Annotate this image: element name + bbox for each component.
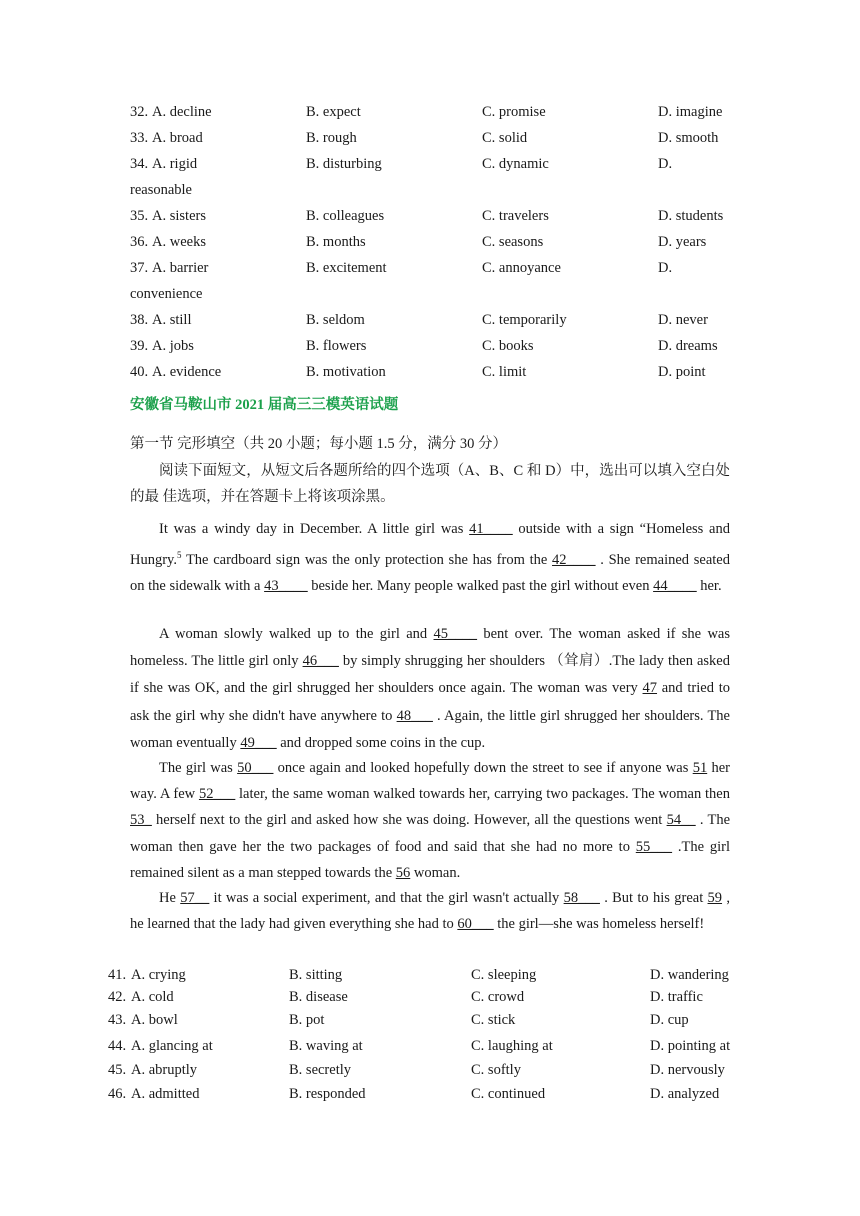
option-b: B. excitement	[306, 260, 387, 276]
option-a: A. broad	[152, 130, 203, 146]
option-a: A. bowl	[131, 1012, 178, 1028]
option-d-wrap: reasonable	[130, 182, 192, 198]
option-row	[0, 156, 860, 178]
option-row	[0, 1086, 860, 1108]
option-d: D. dreams	[658, 338, 718, 354]
option-b: B. colleagues	[306, 208, 385, 224]
option-b: B. rough	[306, 130, 357, 146]
option-b: B. disturbing	[306, 156, 382, 172]
option-row	[0, 364, 860, 386]
question-number: 42.	[108, 989, 127, 1005]
option-c: C. travelers	[482, 208, 549, 224]
question-number: 39.	[130, 338, 149, 354]
blank-41: 41____	[469, 521, 513, 537]
option-d: D. years	[658, 234, 707, 250]
option-c: C. books	[482, 338, 534, 354]
blank-59: 59	[707, 890, 723, 906]
option-d: D. analyzed	[650, 1086, 720, 1102]
question-number: 40.	[130, 364, 149, 380]
option-d-wrap: convenience	[130, 286, 203, 302]
option-d: D. cup	[650, 1012, 689, 1028]
option-a: A. abruptly	[131, 1062, 198, 1078]
option-c: C. stick	[471, 1012, 516, 1028]
blank-49: 49___	[240, 734, 277, 751]
question-number: 41.	[108, 967, 127, 983]
option-a: A. evidence	[152, 364, 222, 380]
option-b: B. flowers	[306, 338, 367, 354]
blank-58: 58___	[563, 890, 600, 906]
option-wrap-row	[0, 182, 860, 204]
blank-52: 52___	[198, 786, 236, 803]
passage-paragraph-2: A woman slowly walked up to the girl and 45____ bent over. The woman asked if she was homeless. The little girl only 46___ by simply shrugging her shoulders （耸肩）.The lady then asked if she was OK, and the girl shrugged her shoulders once again. The woman was very 47 and tried to ask the girl why she didn't have anywhere to 48___ . Again, the little girl shrugged her shoulders. The woman eventually 49___ and dropped some coins in the cup.	[130, 626, 730, 751]
instructions: 阅读下面短文，从短文后各题所给的四个选项（A、B、C 和 D）中，选出可以填入空白处的最 佳选项，并在答题卡上将该项涂黑。	[130, 463, 730, 506]
option-d: D. pointing at	[650, 1038, 731, 1054]
question-number: 33.	[130, 130, 149, 146]
option-c: C. seasons	[482, 234, 544, 250]
option-row	[0, 130, 860, 152]
option-c: C. temporarily	[482, 312, 567, 328]
option-b: B. secretly	[289, 1062, 352, 1078]
option-wrap-row	[0, 286, 860, 308]
option-d: D. traffic	[650, 989, 703, 1005]
passage-paragraph-3: The girl was 50___ once again and looked hopefully down the street to see if anyone was 51 her way. A few 52___ later, the same woman walked towards her, carrying two packages. The woman then 53_ herself next to the girl and asked how she was doing. However, all the questions went 54__ . The woman then gave her the two packages of food and said that she had no more to 55___ .The girl remained silent as a man stepped towards the 56 woman.	[130, 760, 731, 881]
blank-46: 46___	[302, 653, 339, 670]
option-c: C. softly	[471, 1062, 521, 1078]
option-row	[0, 338, 860, 360]
option-d: D. imagine	[658, 104, 723, 120]
option-a: A. decline	[152, 104, 212, 120]
option-row	[0, 234, 860, 256]
option-a: A. glancing at	[131, 1038, 213, 1054]
option-c: C. laughing at	[471, 1038, 553, 1054]
option-d: D. smooth	[658, 130, 719, 146]
option-row	[0, 1012, 860, 1034]
option-a: A. crying	[131, 967, 186, 983]
option-row	[0, 989, 860, 1011]
question-number: 43.	[108, 1012, 127, 1028]
section-heading: 第一节 完形填空（共 20 小题；每小题 1.5 分，满分 30 分）	[130, 436, 507, 452]
option-c: C. limit	[482, 364, 527, 380]
blank-51: 51	[692, 760, 708, 776]
option-row	[0, 104, 860, 126]
blank-48: 48___	[396, 707, 433, 724]
blank-42: 42____	[552, 552, 596, 569]
question-number: 32.	[130, 104, 149, 120]
option-b: B. responded	[289, 1086, 366, 1102]
question-number: 35.	[130, 208, 149, 224]
option-c: C. sleeping	[471, 967, 537, 983]
exam-title: 安徽省马鞍山市 2021 届高三三模英语试题	[130, 397, 399, 413]
blank-45: 45____	[433, 626, 478, 642]
option-b: B. waving at	[289, 1038, 363, 1054]
option-b: B. disease	[289, 989, 348, 1005]
question-number: 46.	[108, 1086, 127, 1102]
option-a: A. cold	[131, 989, 174, 1005]
blank-50: 50___	[237, 760, 274, 776]
option-row	[0, 1038, 860, 1060]
passage-paragraph-4: He 57__ it was a social experiment, and that the girl wasn't actually 58___ . But to his great 59 , he learned that the lady had given everything she had to 60___ the girl—she was homeless herself!	[130, 890, 730, 933]
option-a: A. rigid	[152, 156, 198, 172]
passage-paragraph-1: It was a windy day in December. A little girl was 41____ outside with a sign “Homeless and Hungry.$^5$ The cardboard sign was the only protection she has from the 42____ . She remained seated on the sidewalk with a 43____ beside her. Many people walked past the girl without even 44____ her.	[130, 521, 730, 595]
option-c: C. dynamic	[482, 156, 549, 172]
option-d: D. never	[658, 312, 708, 328]
option-d: D. point	[658, 364, 706, 380]
option-a: A. barrier	[152, 260, 209, 276]
option-d: D. students	[658, 208, 724, 224]
option-row	[0, 312, 860, 334]
option-d: D.	[658, 156, 673, 172]
option-b: B. expect	[306, 104, 361, 120]
option-c: C. annoyance	[482, 260, 561, 276]
option-b: B. seldom	[306, 312, 365, 328]
option-c: C. solid	[482, 130, 528, 146]
blank-53: 53_	[130, 812, 152, 829]
option-b: B. months	[306, 234, 366, 250]
option-d: D. wandering	[650, 967, 729, 983]
option-a: A. sisters	[152, 208, 206, 224]
option-c: C. crowd	[471, 989, 525, 1005]
question-number: 36.	[130, 234, 149, 250]
blank-55: 55___	[635, 838, 673, 855]
option-c: C. promise	[482, 104, 546, 120]
question-number: 37.	[130, 260, 149, 276]
option-b: B. pot	[289, 1012, 325, 1028]
blank-56: 56	[395, 864, 411, 881]
question-number: 38.	[130, 312, 149, 328]
option-c: C. continued	[471, 1086, 546, 1102]
option-b: B. motivation	[306, 364, 386, 380]
blank-43: 43____	[264, 578, 308, 595]
option-row	[0, 208, 860, 230]
option-a: A. admitted	[131, 1086, 200, 1102]
option-d: D. nervously	[650, 1062, 725, 1078]
option-row	[0, 1062, 860, 1084]
blank-44: 44____	[653, 578, 697, 595]
option-a: A. still	[152, 312, 192, 328]
question-number: 44.	[108, 1038, 127, 1054]
question-number: 45.	[108, 1062, 127, 1078]
option-row	[0, 967, 860, 989]
option-d: D.	[658, 260, 673, 276]
option-a: A. weeks	[152, 234, 206, 250]
option-row	[0, 260, 860, 282]
blank-60: 60___	[457, 916, 494, 933]
option-a: A. jobs	[152, 338, 194, 354]
blank-47: 47	[642, 680, 658, 697]
question-number: 34.	[130, 156, 149, 172]
blank-57: 57__	[180, 890, 210, 906]
blank-54: 54__	[666, 812, 696, 829]
option-b: B. sitting	[289, 967, 343, 983]
